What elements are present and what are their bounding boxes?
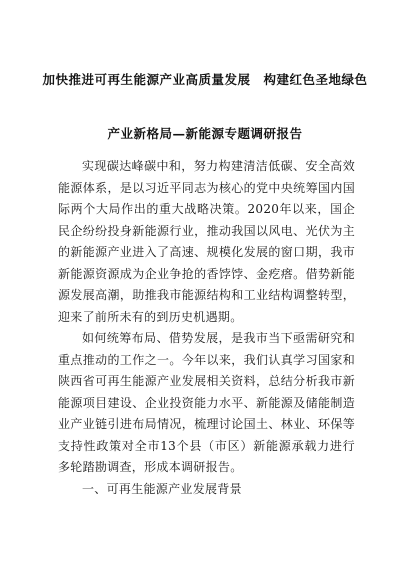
- paragraph-1: 实现碳达峰碳中和，努力构建清洁低碳、安全高效能源体系，是以习近平同志为核心的党中央统筹国内国际两个大局作出的重大战略决策。2020年以来，国企民企纷纷投身新能源行业，推动我国以风电、光伏为主的新能源产业进入了高速、规模化发展的窗口期，我市新能源资源成为企业争抢的香饽饽、金疙瘩。借势新能源发展高潮，助推我市能源结构和工业结构调整转型，迎来了前所未有的到历史机遇期。: [58, 159, 355, 324]
- document-title-line-2: 产业新格局—新能源专题调研报告: [107, 126, 303, 141]
- document-body: [58, 156, 355, 500]
- document-title-line-1: 加快推进可再生能源产业高质量发展 构建红色圣地绿色: [42, 72, 368, 87]
- paragraph-2: 如何统筹布局、借势发展，是我市当下亟需研究和重点推动的工作之一。今年以来，我们认真学习国家和陕西省可再生能源产业发展相关资料，总结分析我市新能源项目建设、企业投资能力水平、新能源及储能制造业产业链引进布局情况，梳理讨论国土、林业、环保等支持性政策对全市13个县（市区）新能源承载力进行多轮踏勘调查，形成本调研报告。: [58, 331, 355, 474]
- section-heading: 一、可再生能源产业发展背景: [82, 481, 242, 496]
